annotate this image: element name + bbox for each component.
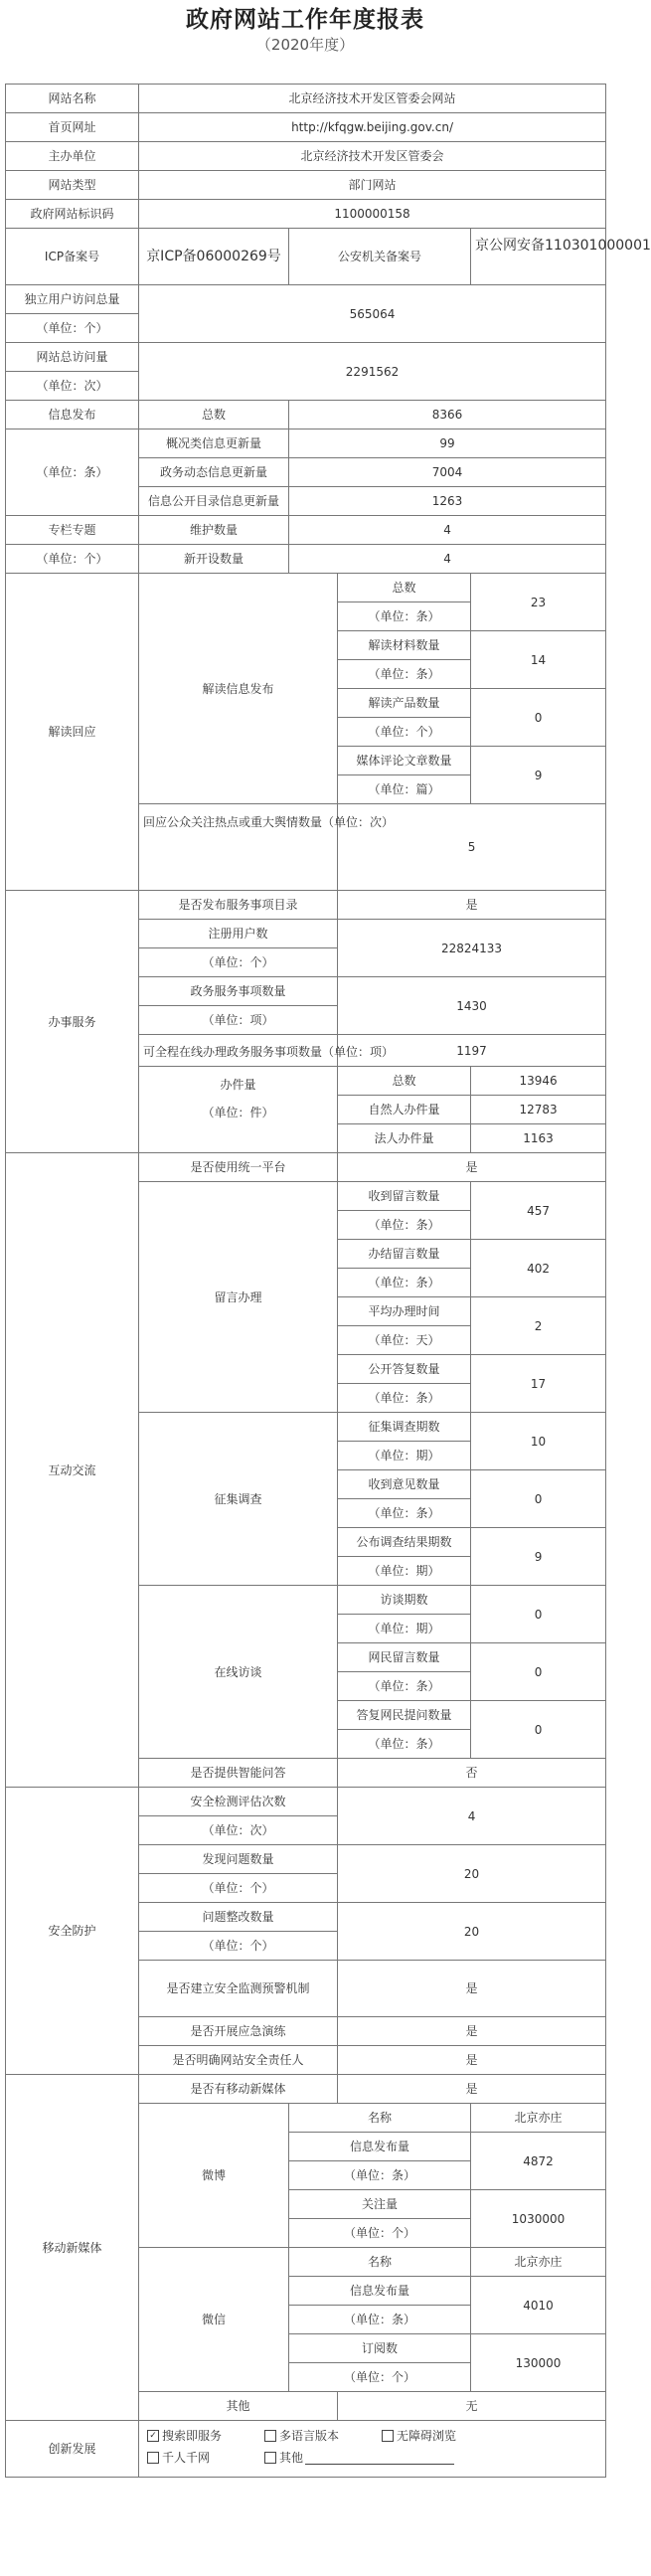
weibo-pub-unit: （单位：条） [289, 2161, 471, 2190]
service-online: 1197 [338, 1035, 606, 1067]
info-unit: （单位：条） [6, 429, 139, 516]
interact-answer-unit: （单位：条） [338, 1730, 471, 1759]
interact-recv: 457 [471, 1182, 606, 1240]
checkbox-icon[interactable] [147, 2452, 159, 2464]
service-online-label: 可全程在线办理政务服务事项数量（单位：项） [139, 1035, 338, 1067]
security-fix-label: 问题整改数量 [139, 1903, 338, 1932]
interact-talk-label: 访谈期数 [338, 1586, 471, 1615]
security-monitor-label: 是否建立安全监测预警机制 [139, 1961, 338, 2017]
mobile-other-label: 其他 [139, 2392, 338, 2421]
interact-result-unit: （单位：期） [338, 1557, 471, 1586]
mobile-has: 是 [338, 2075, 606, 2104]
service-total-label: 总数 [338, 1067, 471, 1096]
visits-value: 2291562 [139, 343, 606, 401]
site-code: 1100000158 [139, 200, 606, 229]
other-underline [305, 2452, 454, 2465]
checkbox-checked-icon[interactable]: ✓ [147, 2430, 159, 2442]
interact-pub-unit: （单位：条） [338, 1384, 471, 1413]
wechat-sub: 130000 [471, 2334, 606, 2392]
interact-talk: 0 [471, 1586, 606, 1643]
security-check-unit: （单位：次） [139, 1816, 338, 1845]
service-person-label: 自然人办件量 [338, 1096, 471, 1124]
service-total: 13946 [471, 1067, 606, 1096]
interact-result-label: 公布调查结果期数 [338, 1528, 471, 1557]
service-legal-label: 法人办件量 [338, 1124, 471, 1153]
interact-survey-label: 征集调查 [139, 1413, 338, 1586]
info-overview-label: 概况类信息更新量 [139, 429, 289, 458]
interpret-product: 0 [471, 689, 606, 747]
interact-pub: 17 [471, 1355, 606, 1413]
wechat-label: 微信 [139, 2248, 289, 2392]
option-multilanguage[interactable] [264, 2425, 382, 2447]
interact-recv-unit: （单位：条） [338, 1211, 471, 1240]
interact-smart: 否 [338, 1759, 606, 1788]
interact-issues: 10 [471, 1413, 606, 1470]
interpret-product-unit: （单位：个） [338, 718, 471, 747]
wechat-pub-unit: （单位：条） [289, 2306, 471, 2334]
home-url: http://kfqgw.beijing.gov.cn/ [139, 113, 606, 142]
interpret-material-unit: （单位：条） [338, 660, 471, 689]
interact-online-label: 在线访谈 [139, 1586, 338, 1759]
option-other[interactable] [264, 2447, 563, 2469]
interact-label: 互动交流 [6, 1153, 139, 1788]
interpret-pub-label: 解读信息发布 [139, 574, 338, 804]
interpret-total-unit: （单位：条） [338, 602, 471, 631]
visitors-label: 独立用户访问总量 [6, 285, 139, 314]
report-title: 政府网站工作年度报表 [186, 6, 424, 33]
interpret-media-label: 媒体评论文章数量 [338, 747, 471, 775]
wechat-name-label: 名称 [289, 2248, 471, 2277]
security-found-label: 发现问题数量 [139, 1845, 338, 1874]
site-code-label: 政府网站标识码 [6, 200, 139, 229]
security-resp: 是 [338, 2046, 606, 2075]
security-monitor: 是 [338, 1961, 606, 2017]
option-label: 多语言版本 [279, 2429, 340, 2443]
interpret-media-unit: （单位：篇） [338, 775, 471, 804]
service-legal: 1163 [471, 1124, 606, 1153]
special-maintain: 4 [289, 516, 606, 545]
info-open-label: 信息公开目录信息更新量 [139, 487, 289, 516]
interact-pub-label: 公开答复数量 [338, 1355, 471, 1384]
info-overview: 99 [289, 429, 606, 458]
visits-unit: （单位：次） [6, 372, 139, 401]
interact-platform: 是 [338, 1153, 606, 1182]
special-new: 4 [289, 545, 606, 574]
interact-done-label: 办结留言数量 [338, 1240, 471, 1269]
site-type: 部门网站 [139, 171, 606, 200]
interact-result: 9 [471, 1528, 606, 1586]
security-check-label: 安全检测评估次数 [139, 1788, 338, 1816]
org-label: 主办单位 [6, 142, 139, 171]
site-name: 北京经济技术开发区管委会网站 [139, 85, 606, 113]
weibo-fans-label: 关注量 [289, 2190, 471, 2219]
interact-opinion: 0 [471, 1470, 606, 1528]
interact-netmsg-label: 网民留言数量 [338, 1643, 471, 1672]
interpret-resp-label: 回应公众关注热点或重大舆情数量（单位：次） [139, 804, 338, 891]
security-found-unit: （单位：个） [139, 1874, 338, 1903]
interact-answer: 0 [471, 1701, 606, 1759]
interact-opinion-unit: （单位：条） [338, 1499, 471, 1528]
security-resp-label: 是否明确网站安全责任人 [139, 2046, 338, 2075]
service-users-unit: （单位：个） [139, 948, 338, 977]
security-fix-unit: （单位：个） [139, 1932, 338, 1961]
org: 北京经济技术开发区管委会 [139, 142, 606, 171]
visits-label: 网站总访问量 [6, 343, 139, 372]
interact-avg: 2 [471, 1297, 606, 1355]
interact-recv-label: 收到留言数量 [338, 1182, 471, 1211]
interpret-material: 14 [471, 631, 606, 689]
interpret-total: 23 [471, 574, 606, 631]
interact-netmsg: 0 [471, 1643, 606, 1701]
service-users: 22824133 [338, 920, 606, 977]
interpret-media: 9 [471, 747, 606, 804]
wechat-sub-label: 订阅数 [289, 2334, 471, 2363]
service-catalog: 是 [338, 891, 606, 920]
security-drill: 是 [338, 2017, 606, 2046]
report-year: （2020年度） [255, 36, 355, 54]
service-users-label: 注册用户数 [139, 920, 338, 948]
police-label: 公安机关备案号 [289, 229, 471, 285]
option-label: 千人千网 [162, 2451, 211, 2465]
interpret-total-label: 总数 [338, 574, 471, 602]
icp-label: ICP备案号 [6, 229, 139, 285]
weibo-label: 微博 [139, 2104, 289, 2248]
icp-value: 京ICP备06000269号 [139, 229, 289, 285]
service-items-label: 政务服务事项数量 [139, 977, 338, 1006]
weibo-name-label: 名称 [289, 2104, 471, 2133]
option-label: 搜索即服务 [162, 2429, 223, 2443]
interpret-material-label: 解读材料数量 [338, 631, 471, 660]
weibo-pub: 4872 [471, 2133, 606, 2190]
interact-netmsg-unit: （单位：条） [338, 1672, 471, 1701]
interact-issues-unit: （单位：期） [338, 1442, 471, 1470]
info-label: 信息发布 [6, 401, 139, 429]
service-label: 办事服务 [6, 891, 139, 1153]
home-url-label: 首页网址 [6, 113, 139, 142]
option-label: 无障碍浏览 [397, 2429, 457, 2443]
weibo-fans: 1030000 [471, 2190, 606, 2248]
interact-issues-label: 征集调查期数 [338, 1413, 471, 1442]
service-person: 12783 [471, 1096, 606, 1124]
interact-talk-unit: （单位：期） [338, 1615, 471, 1643]
site-type-label: 网站类型 [6, 171, 139, 200]
service-volume-label: 办件量 （单位：件） [139, 1067, 338, 1153]
report-table [5, 84, 651, 2478]
interact-done-unit: （单位：条） [338, 1269, 471, 1297]
info-total-label: 总数 [139, 401, 289, 429]
visitors-value: 565064 [139, 285, 606, 343]
checkbox-icon[interactable] [382, 2430, 394, 2442]
info-news-label: 政务动态信息更新量 [139, 458, 289, 487]
special-unit: （单位：个） [6, 545, 139, 574]
info-total: 8366 [289, 401, 606, 429]
interact-done: 402 [471, 1240, 606, 1297]
weibo-name: 北京亦庄 [471, 2104, 606, 2133]
wechat-name: 北京亦庄 [471, 2248, 606, 2277]
info-open: 1263 [289, 487, 606, 516]
special-label: 专栏专题 [6, 516, 139, 545]
checkbox-icon[interactable] [264, 2452, 276, 2464]
option-search-service[interactable] [147, 2425, 264, 2447]
security-label: 安全防护 [6, 1788, 139, 2075]
service-items-unit: （单位：项） [139, 1006, 338, 1035]
site-name-label: 网站名称 [6, 85, 139, 113]
interact-avg-unit: （单位：天） [338, 1326, 471, 1355]
interact-msg-label: 留言办理 [139, 1182, 338, 1413]
wechat-pub-label: 信息发布量 [289, 2277, 471, 2306]
security-drill-label: 是否开展应急演练 [139, 2017, 338, 2046]
weibo-fans-unit: （单位：个） [289, 2219, 471, 2248]
special-new-label: 新开设数量 [139, 545, 289, 574]
service-items: 1430 [338, 977, 606, 1035]
visitors-unit: （单位：个） [6, 314, 139, 343]
option-accessibility[interactable] [382, 2425, 499, 2447]
option-personalized[interactable] [147, 2447, 264, 2469]
interact-platform-label: 是否使用统一平台 [139, 1153, 338, 1182]
innovation-options [139, 2421, 606, 2478]
interact-opinion-label: 收到意见数量 [338, 1470, 471, 1499]
security-check: 4 [338, 1788, 606, 1845]
security-found: 20 [338, 1845, 606, 1903]
option-label: 其他 [279, 2451, 304, 2465]
interpret-product-label: 解读产品数量 [338, 689, 471, 718]
weibo-pub-label: 信息发布量 [289, 2133, 471, 2161]
police-value: 京公网安备110301000001 [471, 229, 606, 285]
wechat-pub: 4010 [471, 2277, 606, 2334]
interpret-resp: 5 [338, 804, 606, 891]
mobile-other: 无 [338, 2392, 606, 2421]
interact-avg-label: 平均办理时间 [338, 1297, 471, 1326]
service-catalog-label: 是否发布服务事项目录 [139, 891, 338, 920]
interact-smart-label: 是否提供智能问答 [139, 1759, 338, 1788]
info-news: 7004 [289, 458, 606, 487]
innovation-label: 创新发展 [6, 2421, 139, 2478]
interact-answer-label: 答复网民提问数量 [338, 1701, 471, 1730]
mobile-label: 移动新媒体 [6, 2075, 139, 2421]
security-fix: 20 [338, 1903, 606, 1961]
interpret-label: 解读回应 [6, 574, 139, 891]
special-maintain-label: 维护数量 [139, 516, 289, 545]
mobile-has-label: 是否有移动新媒体 [139, 2075, 338, 2104]
wechat-sub-unit: （单位：个） [289, 2363, 471, 2392]
checkbox-icon[interactable] [264, 2430, 276, 2442]
